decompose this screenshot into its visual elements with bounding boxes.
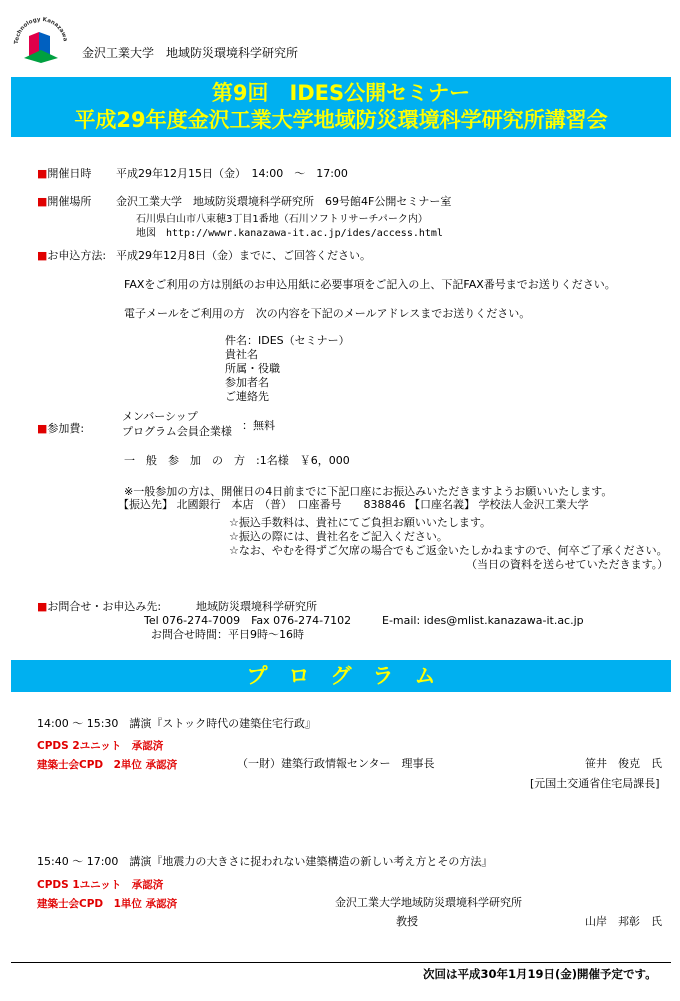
session-1-cpds: CPDS 2ユニット 承認済 bbox=[37, 740, 164, 752]
fee-materials: （当日の資料を送らせていただきます。） bbox=[466, 558, 669, 571]
session-2-affiliation: 金沢工業大学地域防災環境科学研究所 bbox=[335, 896, 522, 909]
contact-hours: お問合せ時間：平日9時～16時 bbox=[151, 628, 304, 641]
session-1-former: [元国土交通省住宅局課長] bbox=[530, 777, 660, 790]
program-banner bbox=[11, 660, 671, 692]
org-header: 金沢工業大学 地域防災環境科学研究所 bbox=[82, 46, 299, 60]
fee-note: ※一般参加の方は、開催日の4日前までに下記口座にお振込みいただきますようお願いいたします。 bbox=[124, 485, 613, 498]
contact-tel: Tel 076-274-7009 Fax 076-274-7102 bbox=[144, 614, 352, 627]
session-1-affiliation: （一財）建築行政情報センター 理事長 bbox=[237, 757, 435, 770]
fee-bank: 【振込先】 北國銀行 本店 （普） 口座番号 838846 【口座名義】 学校法人金沢工業大学 bbox=[118, 498, 589, 511]
apply-item-company: 貴社名 bbox=[225, 348, 258, 361]
session-2-cpds: CPDS 1ユニット 承認済 bbox=[37, 879, 164, 891]
apply-item-contact: ご連絡先 bbox=[225, 390, 269, 403]
venue-value: 金沢工業大学 地域防災環境科学研究所 69号館4F公開セミナー室 bbox=[116, 195, 452, 208]
banner-title-line1: 第9回 IDES公開セミナー bbox=[211, 81, 471, 105]
fee-member-value: ：無料 bbox=[242, 419, 275, 432]
contact-email: E-mail: ides@mlist.kanazawa-it.ac.jp bbox=[382, 614, 584, 627]
fee-general: 一 般 参 加 の 方 :1名様 ￥6，000 bbox=[124, 454, 350, 467]
session-2-cpd: 建築士会CPD 1単位 承認済 bbox=[37, 898, 178, 910]
session-2-title: 教授 bbox=[396, 915, 418, 928]
fee-label: ■参加費: bbox=[37, 422, 85, 435]
fee-note-2: ☆振込の際には、貴社名をご記入ください。 bbox=[229, 530, 448, 543]
session-1-speaker: 笹井 俊克 氏 bbox=[585, 757, 662, 770]
apply-item-dept: 所属・役職 bbox=[225, 362, 280, 375]
date-value: 平成29年12月15日（金） 14:00 ～ 17:00 bbox=[116, 167, 348, 180]
apply-label: ■お申込方法: bbox=[37, 249, 107, 262]
fee-note-3: ☆なお、やむを得ずご欠席の場合でもご返金いたしかねますので、何卒ご了承ください。 bbox=[229, 544, 668, 557]
footer-divider bbox=[11, 962, 671, 963]
apply-item-subject: 件名：IDES（セミナー） bbox=[225, 334, 350, 347]
session-2-speaker: 山岸 邦彰 氏 bbox=[585, 915, 662, 928]
apply-fax: FAXをご利用の方は別紙のお申込用紙に必要事項をご記入の上、下記FAX番号までお送りください。 bbox=[124, 278, 616, 291]
banner-title-line2: 平成29年度金沢工業大学地域防災環境科学研究所講習会 bbox=[74, 108, 608, 132]
session-1-cpd: 建築士会CPD 2単位 承認済 bbox=[37, 759, 178, 771]
fee-member-line2: プログラム会員企業様 bbox=[122, 425, 232, 438]
contact-org: 地域防災環境科学研究所 bbox=[196, 600, 317, 613]
session-1-time: 14:00 ～ 15:30 講演『ストック時代の建築住宅行政』 bbox=[37, 717, 317, 730]
title-banner bbox=[11, 77, 671, 137]
logo bbox=[10, 8, 72, 66]
session-2-time: 15:40 ～ 17:00 講演『地震力の大きさに捉われない建築構造の新しい考え方とその方法』 bbox=[37, 855, 493, 868]
program-heading: プ ロ グ ラ ム bbox=[246, 664, 436, 688]
apply-email: 電子メールをご利用の方 次の内容を下記のメールアドレスまでお送りください。 bbox=[124, 307, 531, 320]
venue-address: 石川県白山市八束穂3丁目1番地（石川ソフトリサーチパーク内） bbox=[136, 214, 428, 225]
venue-map: 地図 http://wwwr.kanazawa-it.ac.jp/ides/access.html bbox=[136, 228, 443, 239]
fee-member-line1: メンバーシップ bbox=[122, 410, 198, 423]
contact-label: ■お問合せ・お申込み先: bbox=[37, 600, 162, 613]
apply-deadline: 平成29年12月8日（金）までに、ご回答ください。 bbox=[116, 249, 371, 262]
apply-item-participant: 参加者名 bbox=[225, 376, 269, 389]
fee-note-1: ☆振込手数料は、貴社にてご負担お願いいたします。 bbox=[229, 516, 491, 529]
date-label: ■開催日時 bbox=[37, 167, 92, 180]
svg-text:Technology Kanazawa Institute: Technology Kanazawa bbox=[13, 16, 68, 45]
venue-label: ■開催場所 bbox=[37, 195, 92, 208]
kit-logo-icon bbox=[10, 8, 72, 66]
footer-next: 次回は平成30年1月19日(金)開催予定です。 bbox=[423, 967, 657, 981]
